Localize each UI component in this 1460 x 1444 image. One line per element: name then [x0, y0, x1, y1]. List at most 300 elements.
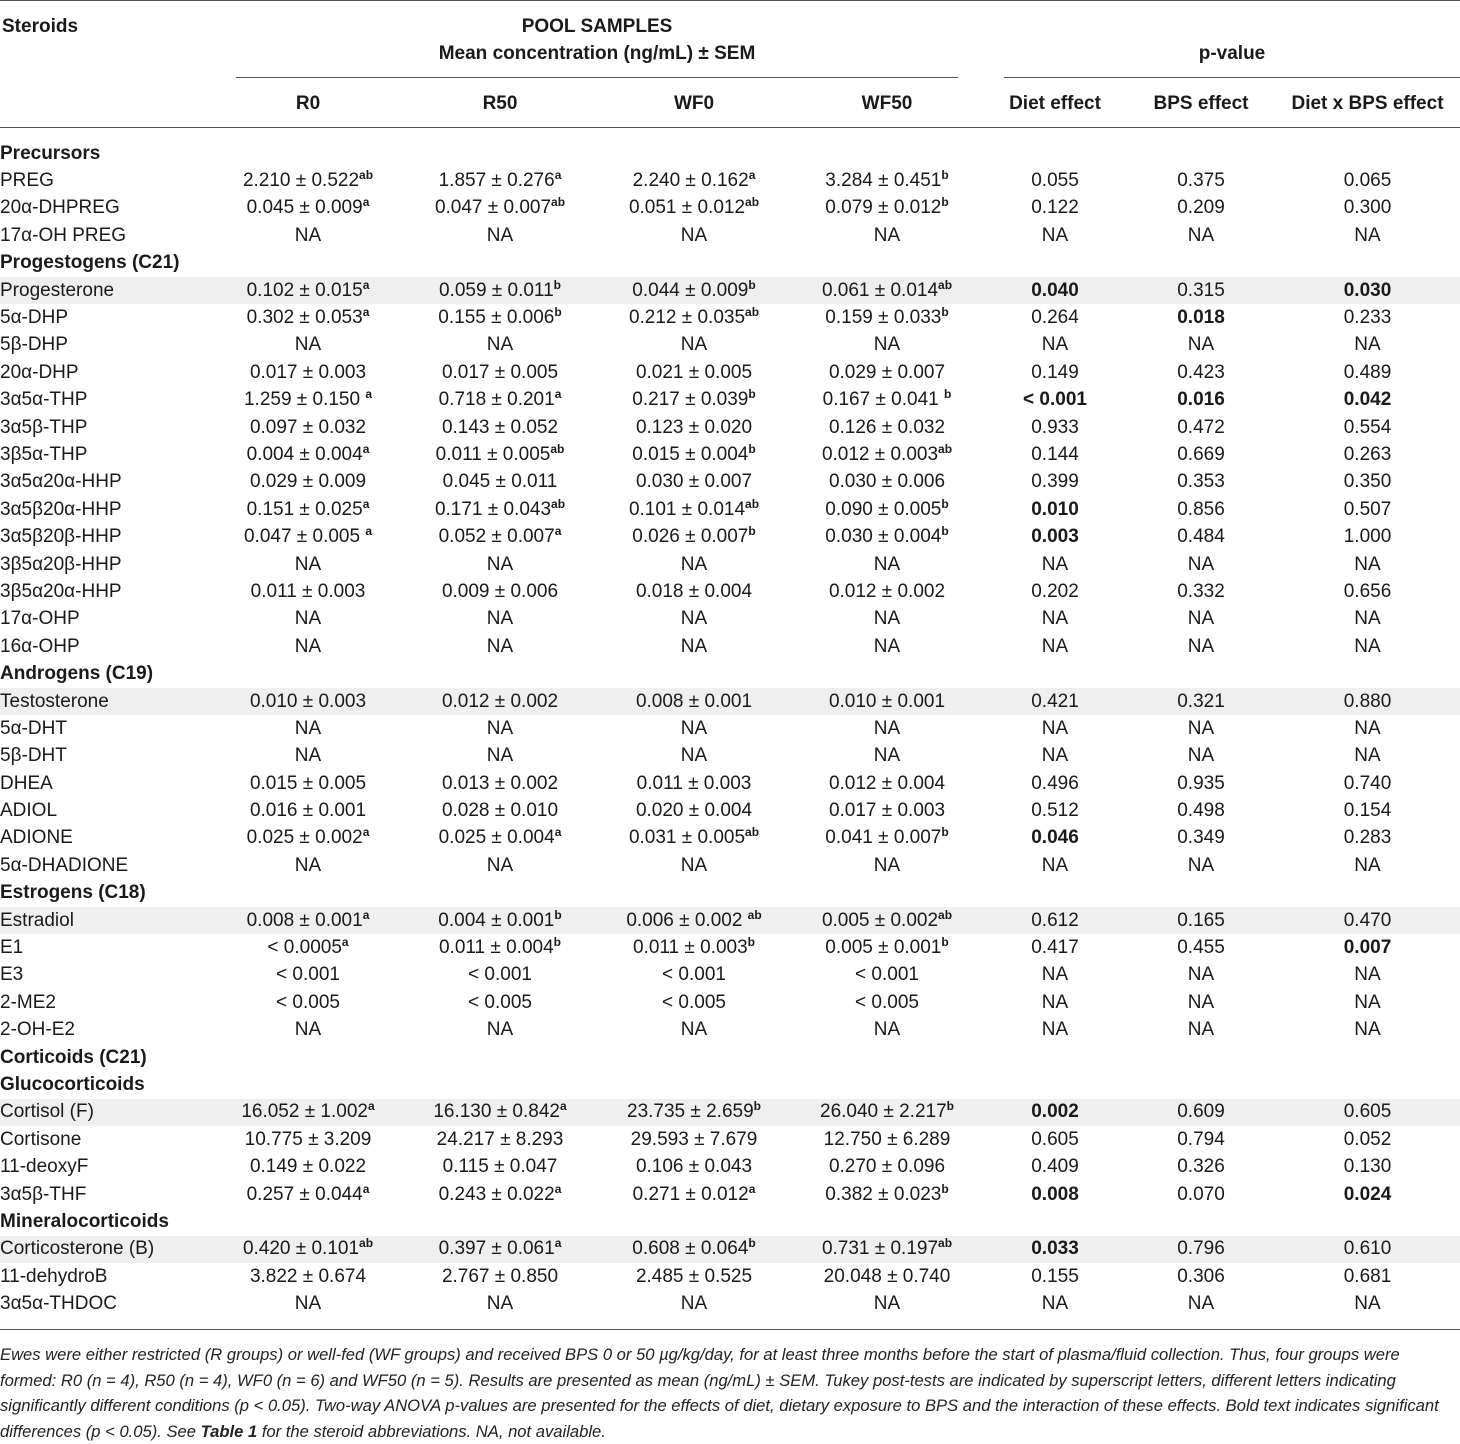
concentration-cell	[597, 469, 791, 496]
concentration-cell	[597, 743, 791, 770]
p-value: 0.130	[1343, 1156, 1392, 1178]
concentration-value: 16.130 ± 0.842	[433, 1101, 560, 1123]
p-value-cell	[1127, 1126, 1275, 1153]
concentration-value: 0.015 ± 0.004	[632, 443, 749, 465]
concentration-value: 0.011 ± 0.003	[636, 772, 752, 794]
concentration-value: NA	[486, 224, 514, 246]
group-label: Glucocorticoids	[0, 1073, 145, 1095]
table-row	[0, 907, 1460, 934]
concentration-cell	[403, 1099, 597, 1126]
table-row	[0, 989, 1460, 1016]
p-value-cell	[983, 414, 1127, 441]
p-value-cell	[1127, 332, 1275, 359]
p-value-cell	[1275, 1263, 1460, 1290]
concentration-value: NA	[294, 608, 322, 630]
concentration-value: NA	[873, 745, 901, 767]
table-row	[0, 277, 1460, 304]
p-value-cell	[1275, 277, 1460, 304]
steroid-name: 5α-DHT	[0, 717, 67, 739]
tukey-superscript: a	[365, 387, 373, 402]
table-row	[0, 1236, 1460, 1263]
concentration-cell	[791, 797, 983, 824]
table-row	[0, 797, 1460, 824]
concentration-cell	[791, 606, 983, 633]
p-value: 0.656	[1343, 580, 1392, 602]
significant-p-value: 0.010	[1031, 498, 1079, 520]
tukey-superscript: a	[362, 195, 370, 210]
p-value-cell	[1275, 852, 1460, 879]
steroid-name: 17α-OHP	[0, 608, 80, 630]
concentration-cell	[403, 414, 597, 441]
concentration-cell	[597, 852, 791, 879]
p-value-cell	[1127, 277, 1275, 304]
p-value: NA	[1187, 1293, 1215, 1315]
concentration-cell	[403, 962, 597, 989]
p-value: 0.605	[1343, 1101, 1392, 1123]
tukey-superscript: a	[554, 387, 562, 402]
p-value: 0.070	[1177, 1183, 1225, 1205]
concentration-cell	[791, 523, 983, 550]
tukey-superscript: ab	[938, 441, 953, 456]
col-header-r0: R0	[295, 93, 321, 114]
table-row	[0, 222, 1460, 249]
steroid-name: 3α5α-THDOC	[0, 1293, 117, 1315]
p-value-cell	[1127, 1290, 1275, 1317]
significant-p-value: 0.007	[1343, 937, 1392, 959]
table-bottom-rule	[0, 1329, 1460, 1330]
concentration-value: 0.171 ± 0.043	[434, 498, 552, 520]
p-value-cell	[983, 770, 1127, 797]
concentration-cell	[403, 1153, 597, 1180]
p-value: NA	[1041, 224, 1069, 246]
p-value-cell	[1275, 989, 1460, 1016]
concentration-value: NA	[873, 224, 901, 246]
concentration-value: 0.021 ± 0.005	[635, 361, 753, 383]
p-value-cell	[1127, 1181, 1275, 1208]
concentration-cell	[403, 825, 597, 852]
p-value-cell	[1127, 1153, 1275, 1180]
p-value-cell	[983, 1126, 1127, 1153]
concentration-cell	[597, 770, 791, 797]
concentration-value: 0.102 ± 0.015	[246, 279, 363, 301]
concentration-value: 0.008 ± 0.001	[635, 690, 753, 712]
concentration-value: NA	[486, 608, 514, 630]
concentration-value: 12.750 ± 6.289	[823, 1128, 951, 1150]
p-value-cell	[983, 907, 1127, 934]
concentration-value: 2.767 ± 0.850	[441, 1265, 559, 1287]
group-label: Corticoids (C21)	[0, 1046, 147, 1068]
p-value: 0.375	[1177, 170, 1225, 192]
p-value-cell	[1127, 797, 1275, 824]
significant-p-value: 0.042	[1343, 389, 1392, 411]
concentration-cell	[213, 962, 403, 989]
p-value-cell	[1275, 222, 1460, 249]
p-value: 0.612	[1031, 909, 1079, 931]
concentration-cell	[213, 578, 403, 605]
p-value-cell	[1275, 359, 1460, 386]
p-value: 0.421	[1031, 690, 1079, 712]
tukey-superscript: ab	[745, 195, 760, 210]
table-row	[0, 551, 1460, 578]
concentration-cell	[597, 962, 791, 989]
concentration-cell	[403, 743, 597, 770]
p-value: NA	[1041, 964, 1069, 986]
concentration-value: 0.017 ± 0.003	[249, 361, 367, 383]
concentration-value: 0.030 ± 0.007	[635, 471, 753, 493]
p-value: 0.470	[1343, 909, 1392, 931]
steroid-table	[0, 140, 1460, 1318]
table-row	[0, 1126, 1460, 1153]
concentration-value: 29.593 ± 7.679	[630, 1128, 758, 1150]
tukey-superscript: a	[362, 277, 370, 292]
p-value-cell	[983, 304, 1127, 331]
concentration-cell	[213, 332, 403, 359]
concentration-cell	[213, 907, 403, 934]
concentration-cell	[213, 304, 403, 331]
concentration-value: 0.012 ± 0.002	[441, 690, 559, 712]
p-value: 0.149	[1031, 361, 1079, 383]
concentration-value: 0.097 ± 0.032	[249, 416, 367, 438]
p-value-cell	[1127, 469, 1275, 496]
p-value: NA	[1354, 717, 1381, 739]
tukey-superscript: a	[362, 1181, 370, 1196]
p-value-cell	[1275, 441, 1460, 468]
p-value-cell	[1127, 195, 1275, 222]
concentration-value: 0.015 ± 0.005	[249, 772, 367, 794]
concentration-value: 26.040 ± 2.217	[820, 1101, 947, 1123]
steroid-name: 3α5β-THP	[0, 416, 88, 438]
p-value-cell	[1127, 359, 1275, 386]
concentration-cell	[597, 1017, 791, 1044]
steroid-name: 2-ME2	[0, 991, 56, 1013]
table-row	[0, 1017, 1460, 1044]
concentration-value: 0.047 ± 0.005	[243, 526, 366, 548]
concentration-value: NA	[680, 553, 708, 575]
steroid-name: Cortisol (F)	[0, 1099, 213, 1126]
p-value-cell	[983, 825, 1127, 852]
group-filler-cell	[213, 140, 1460, 167]
p-value-cell	[983, 962, 1127, 989]
concentration-cell	[213, 797, 403, 824]
p-value: 0.350	[1343, 471, 1392, 493]
p-value: 0.353	[1177, 471, 1225, 493]
steroid-name: 2-OH-E2	[0, 1019, 75, 1041]
concentration-value: NA	[486, 854, 514, 876]
significant-p-value: 0.002	[1031, 1101, 1079, 1123]
p-value-cell	[1275, 551, 1460, 578]
p-value-cell	[983, 1263, 1127, 1290]
table-row	[0, 1099, 1460, 1126]
concentration-cell	[403, 387, 597, 414]
concentration-cell	[213, 441, 403, 468]
concentration-value: 0.006 ± 0.002	[626, 909, 748, 931]
concentration-cell	[213, 715, 403, 742]
concentration-value: NA	[680, 224, 708, 246]
p-value: NA	[1354, 1293, 1381, 1315]
concentration-value: NA	[486, 745, 514, 767]
concentration-cell	[791, 934, 983, 961]
concentration-cell	[597, 907, 791, 934]
tukey-superscript: a	[341, 935, 349, 950]
concentration-cell	[597, 195, 791, 222]
p-value: 0.306	[1177, 1265, 1225, 1287]
concentration-value: 0.243 ± 0.022	[438, 1183, 555, 1205]
p-value-cell	[983, 551, 1127, 578]
p-value-cell	[1127, 962, 1275, 989]
tukey-superscript: b	[941, 825, 949, 840]
p-value-cell	[983, 633, 1127, 660]
concentration-value: NA	[294, 334, 322, 356]
concentration-cell	[403, 523, 597, 550]
concentration-cell	[597, 715, 791, 742]
p-value-cell	[983, 167, 1127, 194]
concentration-cell	[597, 359, 791, 386]
p-value: 0.154	[1343, 800, 1392, 822]
tukey-superscript: a	[559, 1099, 567, 1114]
concentration-value: 0.029 ± 0.007	[828, 361, 946, 383]
concentration-cell	[213, 1236, 403, 1263]
tukey-superscript: b	[554, 305, 562, 320]
p-value-cell	[983, 1017, 1127, 1044]
concentration-cell	[403, 1181, 597, 1208]
concentration-value: 0.101 ± 0.014	[628, 498, 746, 520]
group-filler-cell	[213, 1208, 1460, 1235]
concentration-value: NA	[680, 608, 708, 630]
tukey-superscript: ab	[745, 305, 760, 320]
concentration-value: 0.115 ± 0.047	[442, 1156, 558, 1178]
group-filler-cell	[213, 660, 1460, 687]
p-value: 0.796	[1177, 1238, 1225, 1260]
concentration-cell	[403, 934, 597, 961]
p-value: 0.409	[1031, 1156, 1079, 1178]
concentration-cell	[791, 167, 983, 194]
concentration-value: 0.017 ± 0.003	[828, 800, 946, 822]
concentration-cell	[213, 633, 403, 660]
table-row	[0, 167, 1460, 194]
p-value: 0.321	[1177, 690, 1225, 712]
concentration-value: NA	[486, 553, 514, 575]
p-value: 0.489	[1343, 361, 1392, 383]
steroid-name: 20α-DHP	[0, 361, 79, 383]
p-value: 0.496	[1031, 772, 1079, 794]
table-row	[0, 934, 1460, 961]
concentration-cell	[597, 1290, 791, 1317]
concentration-cell	[597, 1181, 791, 1208]
concentration-cell	[597, 989, 791, 1016]
concentration-cell	[403, 770, 597, 797]
header-bottom-rule	[0, 127, 1460, 128]
concentration-value: 0.397 ± 0.061	[438, 1238, 555, 1260]
pool-samples-title: POOL SAMPLES	[521, 16, 673, 37]
tukey-superscript: b	[748, 524, 756, 539]
concentration-cell	[597, 606, 791, 633]
tukey-superscript: b	[941, 496, 949, 511]
tukey-superscript: ab	[550, 441, 565, 456]
table-row	[0, 1153, 1460, 1180]
p-value: NA	[1354, 635, 1381, 657]
concentration-cell	[597, 1099, 791, 1126]
concentration-cell	[597, 578, 791, 605]
concentration-value: < 0.005	[662, 991, 726, 1013]
p-value: 0.740	[1343, 772, 1392, 794]
p-value-cell	[1275, 907, 1460, 934]
p-value: NA	[1354, 854, 1381, 876]
table-row	[0, 387, 1460, 414]
concentration-cell	[213, 469, 403, 496]
concentration-value: 0.167 ± 0.041	[822, 389, 944, 411]
p-value-cell	[1275, 1017, 1460, 1044]
group-label: Estrogens (C18)	[0, 882, 146, 904]
concentration-cell	[213, 1126, 403, 1153]
p-value-cell	[1275, 469, 1460, 496]
concentration-value: NA	[680, 334, 708, 356]
steroid-name: 3α5β-THF	[0, 1183, 87, 1205]
p-value: NA	[1041, 991, 1069, 1013]
steroid-name: Cortisone	[0, 1128, 82, 1150]
p-value-cell	[1275, 1181, 1460, 1208]
p-value: NA	[1187, 224, 1215, 246]
concentration-cell	[213, 1181, 403, 1208]
concentration-value: 3.822 ± 0.674	[249, 1265, 367, 1287]
concentration-cell	[403, 1126, 597, 1153]
p-value-cell	[1127, 606, 1275, 633]
concentration-cell	[597, 496, 791, 523]
tukey-superscript: a	[554, 1181, 562, 1196]
concentration-value: < 0.001	[468, 964, 532, 986]
concentration-cell	[403, 496, 597, 523]
concentration-cell	[791, 743, 983, 770]
p-value-cell	[1127, 770, 1275, 797]
tukey-superscript: b	[946, 1099, 954, 1114]
table-row	[0, 359, 1460, 386]
concentration-cell	[403, 688, 597, 715]
p-value-cell	[1275, 578, 1460, 605]
concentration-cell	[403, 797, 597, 824]
col-header-bps-effect: BPS effect	[1153, 93, 1249, 114]
p-value: 0.455	[1177, 937, 1225, 959]
concentration-value: 0.005 ± 0.001	[825, 937, 942, 959]
p-value: 0.165	[1177, 909, 1225, 931]
steroid-name: Progesterone	[0, 277, 213, 304]
concentration-cell	[213, 1290, 403, 1317]
steroid-table-body	[0, 140, 1460, 1318]
p-value: 0.315	[1177, 279, 1225, 301]
tukey-superscript: b	[941, 935, 949, 950]
steroid-name: 3β5α20β-HHP	[0, 553, 122, 575]
concentration-cell	[213, 770, 403, 797]
steroid-name: Testosterone	[0, 688, 213, 715]
p-value-cell	[1275, 304, 1460, 331]
concentration-cell	[213, 195, 403, 222]
concentration-cell	[791, 907, 983, 934]
concentration-cell	[597, 167, 791, 194]
steroid-name: PREG	[0, 170, 54, 192]
concentration-cell	[403, 1290, 597, 1317]
steroid-name: Estradiol	[0, 907, 213, 934]
concentration-cell	[403, 578, 597, 605]
concentration-value: NA	[486, 635, 514, 657]
concentration-value: 0.151 ± 0.025	[246, 498, 363, 520]
col-header-diet-effect: Diet effect	[1009, 93, 1101, 114]
concentration-value: 10.775 ± 3.209	[244, 1128, 372, 1150]
p-value-cell	[1127, 1236, 1275, 1263]
p-value: NA	[1187, 334, 1215, 356]
tukey-superscript: a	[365, 524, 373, 539]
concentration-cell	[791, 332, 983, 359]
p-value-cell	[983, 743, 1127, 770]
concentration-cell	[403, 441, 597, 468]
group-label: Androgens (C19)	[0, 663, 154, 685]
concentration-value: 0.159 ± 0.033	[825, 307, 942, 329]
tukey-superscript: ab	[938, 907, 953, 922]
significant-p-value: 0.040	[1031, 279, 1079, 301]
p-value-cell	[983, 387, 1127, 414]
col-header-diet-x-bps-effect: Diet x BPS effect	[1291, 93, 1444, 114]
table-row	[0, 743, 1460, 770]
steroid-name: 3β5α-THP	[0, 443, 88, 465]
pool-samples-rule	[236, 77, 958, 78]
concentration-cell	[403, 332, 597, 359]
concentration-cell	[403, 606, 597, 633]
concentration-cell	[213, 688, 403, 715]
tukey-superscript: ab	[747, 907, 762, 922]
p-value-cell	[1275, 797, 1460, 824]
concentration-value: NA	[873, 635, 901, 657]
concentration-value: NA	[294, 717, 322, 739]
concentration-value: NA	[294, 224, 322, 246]
concentration-cell	[403, 715, 597, 742]
p-value-cell	[1275, 523, 1460, 550]
concentration-value: 0.126 ± 0.032	[828, 416, 946, 438]
concentration-cell	[213, 825, 403, 852]
p-value: 0.144	[1031, 443, 1079, 465]
concentration-cell	[213, 743, 403, 770]
concentration-value: 0.012 ± 0.004	[828, 772, 946, 794]
p-value: NA	[1354, 1019, 1381, 1041]
concentration-value: 0.059 ± 0.011	[438, 279, 554, 301]
concentration-value: 2.240 ± 0.162	[632, 170, 749, 192]
p-value: 0.417	[1031, 937, 1079, 959]
table-row	[0, 332, 1460, 359]
concentration-value: 0.018 ± 0.004	[635, 580, 753, 602]
p-value-cell	[983, 496, 1127, 523]
group-header-row	[0, 140, 1460, 167]
steroid-name: 11-dehydroB	[0, 1265, 108, 1287]
p-value-cell	[983, 797, 1127, 824]
table-row	[0, 1263, 1460, 1290]
concentration-value: 2.485 ± 0.525	[635, 1265, 753, 1287]
concentration-value: 0.090 ± 0.005	[825, 498, 942, 520]
concentration-value: NA	[873, 553, 901, 575]
significant-p-value: < 0.001	[1023, 389, 1087, 411]
concentration-cell	[597, 222, 791, 249]
p-value: NA	[1187, 991, 1215, 1013]
p-value-cell	[1127, 441, 1275, 468]
steroid-name: 3α5β20α-HHP	[0, 498, 122, 520]
concentration-cell	[791, 852, 983, 879]
concentration-cell	[791, 1263, 983, 1290]
p-value-cell	[983, 222, 1127, 249]
concentration-cell	[403, 195, 597, 222]
p-value-cell	[983, 523, 1127, 550]
concentration-value: NA	[486, 717, 514, 739]
tukey-superscript: ab	[938, 277, 953, 292]
table-row	[0, 606, 1460, 633]
concentration-value: NA	[486, 1293, 514, 1315]
concentration-cell	[791, 496, 983, 523]
tukey-superscript: ab	[359, 1236, 374, 1251]
p-value-cell	[983, 606, 1127, 633]
